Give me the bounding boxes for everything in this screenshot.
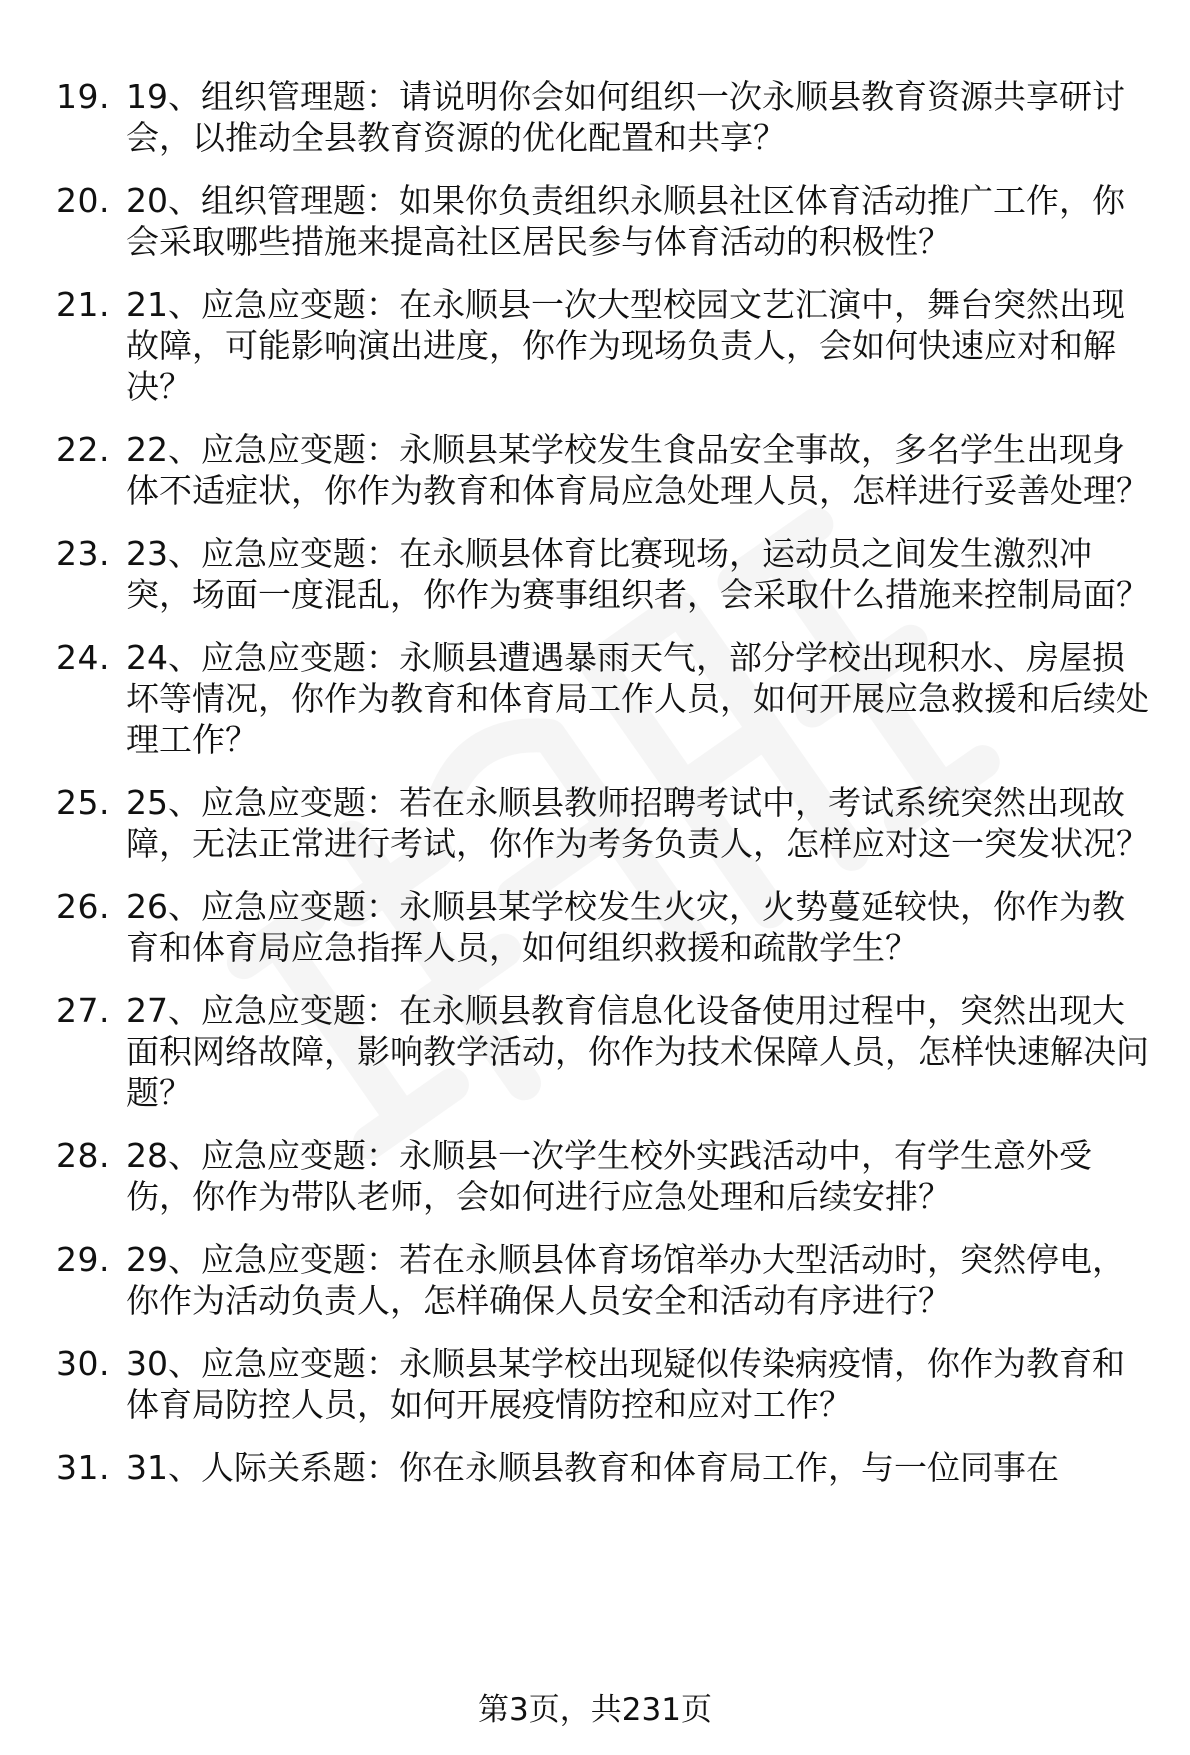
question-list	[56, 76, 1156, 1510]
list-item	[56, 886, 1156, 968]
question-text: 23、应急应变题：在永顺县体育比赛现场，运动员之间发生激烈冲突，场面一度混乱，你作为赛事组织者，会采取什么措施来控制局面？	[126, 534, 1149, 614]
question-number: 21.	[56, 285, 110, 324]
question-text: 29、应急应变题：若在永顺县体育场馆举办大型活动时，突然停电，你作为活动负责人，怎样确保人员安全和活动有序进行？	[126, 1240, 1125, 1320]
question-number: 26.	[56, 887, 110, 926]
page-number-footer: 第3页，共231页	[478, 1692, 712, 1728]
question-text: 27、应急应变题：在永顺县教育信息化设备使用过程中，突然出现大面积网络故障，影响教学活动，你作为技术保障人员，怎样快速解决问题？	[126, 991, 1149, 1112]
question-number: 22.	[56, 430, 110, 469]
list-item	[56, 533, 1156, 615]
list-item	[56, 284, 1156, 407]
list-item	[56, 1239, 1156, 1321]
question-number: 23.	[56, 534, 110, 573]
list-item	[56, 637, 1156, 760]
question-text: 26、应急应变题：永顺县某学校发生火灾，火势蔓延较快，你作为教育和体育局应急指挥人员，如何组织救援和疏散学生？	[126, 887, 1125, 967]
list-item	[56, 429, 1156, 511]
list-item	[56, 76, 1156, 158]
question-text: 28、应急应变题：永顺县一次学生校外实践活动中，有学生意外受伤，你作为带队老师，会如何进行应急处理和后续安排？	[126, 1136, 1092, 1216]
list-item	[56, 1343, 1156, 1425]
question-text: 24、应急应变题：永顺县遭遇暴雨天气，部分学校出现积水、房屋损坏等情况，你作为教育和体育局工作人员，如何开展应急救援和后续处理工作？	[126, 638, 1149, 759]
question-text: 22、应急应变题：永顺县某学校发生食品安全事故，多名学生出现身体不适症状，你作为教育和体育局应急处理人员，怎样进行妥善处理？	[126, 430, 1149, 510]
question-number: 29.	[56, 1240, 110, 1279]
list-item	[56, 1135, 1156, 1217]
question-number: 28.	[56, 1136, 110, 1175]
question-text: 19、组织管理题：请说明你会如何组织一次永顺县教育资源共享研讨会，以推动全县教育资源的优化配置和共享？	[126, 77, 1125, 157]
question-text: 20、组织管理题：如果你负责组织永顺县社区体育活动推广工作，你会采取哪些措施来提高社区居民参与体育活动的积极性？	[126, 181, 1125, 261]
question-number: 20.	[56, 181, 110, 220]
question-text: 21、应急应变题：在永顺县一次大型校园文艺汇演中，舞台突然出现故障，可能影响演出进度，你作为现场负责人，会如何快速应对和解决？	[126, 285, 1125, 406]
question-text: 25、应急应变题：若在永顺县教师招聘考试中，考试系统突然出现故障，无法正常进行考试，你作为考务负责人，怎样应对这一突发状况？	[126, 783, 1149, 863]
question-number: 25.	[56, 783, 110, 822]
list-item	[56, 782, 1156, 864]
list-item	[56, 990, 1156, 1113]
question-number: 19.	[56, 77, 110, 116]
list-item	[56, 1447, 1156, 1488]
question-number: 24.	[56, 638, 110, 677]
question-text: 30、应急应变题：永顺县某学校出现疑似传染病疫情，你作为教育和体育局防控人员，如何开展疫情防控和应对工作？	[126, 1344, 1125, 1424]
list-item	[56, 180, 1156, 262]
question-number: 30.	[56, 1344, 110, 1383]
question-number: 27.	[56, 991, 110, 1030]
question-text: 31、人际关系题：你在永顺县教育和体育局工作，与一位同事在	[126, 1448, 1059, 1487]
question-number: 31.	[56, 1448, 110, 1487]
